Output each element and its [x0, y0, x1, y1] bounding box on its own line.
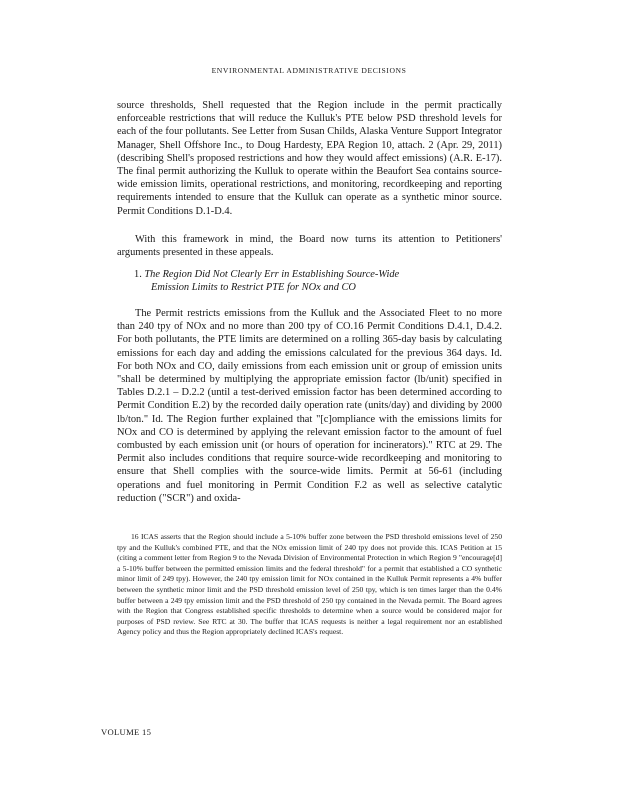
footnote-text: 16 ICAS asserts that the Region should include a 5-10% buffer zone between the PSD threshold emissions level of 250 tpy and the Kulluk's combined PTE, and that the NOx emission limit of 240 tpy does not provide this. ICAS Petition at 15 (citing a comment letter from Region 9 to the Nevada Division of Environmental Protection in which Region 9 "encourage[d] a 5-10% buffer between the permitted emission limits and the federal threshold" for a permit that established a CO synthetic minor limit of 249 tpy). However, the 240 tpy emission limit for NOx contained in the Kulluk Permit represents a 4% buffer between the synthetic minor limit and the PSD threshold emission level of 250 tpy, which is ten times larger than the 0.4% buffer between a 249 tpy emission limit and the PSD threshold of 250 tpy contained in the Nevada permit. The Board agrees with the Region that Congress established specific thresholds to determine when a source would be considered major for purposes of PSD review. See RTC at 30. The buffer that ICAS requests is neither a legal requirement nor an established Agency policy and thus the Region appropriately declined ICAS's request. [117, 532, 502, 637]
heading-line-2: Emission Limits to Restrict PTE for NOx and CO [151, 282, 356, 294]
paragraph-3 [117, 307, 502, 505]
footnote-16 [117, 532, 502, 638]
paragraph-1 [117, 99, 502, 218]
running-head: ENVIRONMENTAL ADMINISTRATIVE DECISIONS [211, 66, 407, 75]
paragraph-3-text: The Permit restricts emissions from the Kulluk and the Associated Fleet to no more than 240 tpy of NOx and no more than 200 tpy of CO.16 Permit Conditions D.4.1, D.4.2. For both pollutants, the PTE limits are determined on a rolling 365-day basis by calculating emissions for each day and adding the emissions calculated for the previous 364 days. Id. For both NOx and CO, daily emissions from each emission unit or group of emission units "shall be determined by multiplying the appropriate emission factor (lb/unit) specified in Tables D.2.1 – D.2.2 (until a test-derived emission factor has been determined according to Permit Condition E.2) by the recorded daily operation rate (units/day) and dividing by 2000 lb/ton." Id. The Region further explained that "[c]ompliance with the emissions limits for NOx and CO is determined by applying the relevant emission factor to the amount of fuel combusted by each emission unit (or hours of operation for incinerators)." RTC at 29. The Permit also includes conditions that require source-wide recordkeeping and monitoring to ensure that Shell complies with the source-wide limits. Permit at 56-61 (including operations and fuel monitoring in Permit Condition F.2 as well as selective catalytic reduction ("SCR") and oxida- [117, 308, 502, 504]
heading-number: 1. [134, 269, 142, 280]
volume-footer: VOLUME 15 [101, 727, 152, 737]
paragraph-2 [117, 233, 502, 259]
paragraph-2-text: With this framework in mind, the Board now turns its attention to Petitioners' arguments presented in these appeals. [117, 234, 502, 259]
heading-line-1: The Region Did Not Clearly Err in Establishing Source-Wide [144, 269, 400, 280]
section-heading [134, 268, 464, 294]
paragraph-1-text: source thresholds, Shell requested that the Region include in the permit practically enforceable restrictions that will reduce the Kulluk's PTE below PSD threshold levels for each of the four pollutants. See Letter from Susan Childs, Alaska Venture Support Integrator Manager, Shell Offshore Inc., to Doug Hardesty, EPA Region 10, attach. 2 (Apr. 29, 2011) (describing Shell's proposed restrictions and how they would affect emissions) (A.R. E-17). The final permit authorizing the Kulluk to operate within the Beaufort Sea contains source-wide emission limits, operational restrictions, and monitoring, recordkeeping and reporting requirements intended to ensure that the Kulluk can operate as a synthetic minor source. Permit Conditions D.1-D.4. [117, 100, 502, 217]
